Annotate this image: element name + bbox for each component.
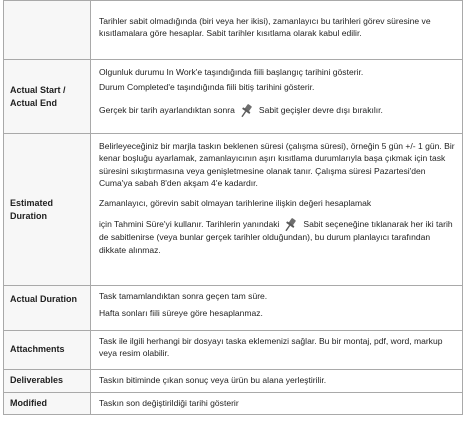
- pushpin-icon: [237, 103, 255, 117]
- row-label: Deliverables: [10, 375, 64, 385]
- row-label: [4, 1, 90, 21]
- row-label: Attachments: [10, 344, 65, 354]
- row-label: Modified: [10, 398, 47, 408]
- table-row: [4, 286, 463, 331]
- row-description-cell: [91, 393, 463, 415]
- row-label-cell: [4, 134, 91, 286]
- description-text: Taskın bitiminde çıkan sonuç veya ürün bu alana yerleştirilir.: [99, 375, 327, 385]
- table-row: [4, 331, 463, 370]
- description-text: Belirleyeceğiniz bir marjla taskın beklenen süresi (çalışma süresi), örneğin 5 gün +/- 1 gün. Bir kenar boşluğu ayarlamak, zamanlayıcının aşırı kısıtlama durumlarıyla başa çıkmak için task süresini sıkıştırmasına veya genişletmesine olanak tanır. Çalışma süresi Pazartesi'den Cuma'ya sabah 8'den akşam 4'e kadardır.: [99, 141, 455, 188]
- description-text: Task ile ilgili herhangi bir dosyayı taska eklemenizi sağlar. Bu bir montaj, pdf, word, markup veya resim olabilir.: [99, 336, 443, 359]
- row-description-cell: [91, 1, 463, 60]
- table-row: [4, 60, 463, 134]
- description-text: Hafta sonları fiili süreye göre hesaplanmaz.: [99, 308, 263, 319]
- row-label-cell: [4, 286, 91, 331]
- description-text-fragment: için Tahmini Süre'yi kullanır. Tarihlerin yanındaki: [99, 219, 280, 230]
- description-text: Durum Completed'e taşındığında fiili bitiş tarihini gösterir.: [99, 82, 315, 93]
- table-row: [4, 393, 463, 415]
- description-text: Olgunluk durumu In Work'e taşındığında fiili başlangıç tarihini gösterir.: [99, 67, 364, 77]
- row-label-cell: [4, 60, 91, 134]
- description-text-fragment: Sabit geçişler devre dışı bırakılır.: [258, 104, 383, 115]
- row-label: Estimated Duration: [10, 198, 54, 221]
- row-description-cell: [91, 331, 463, 370]
- description-text: [99, 103, 456, 117]
- row-label-cell: [4, 1, 91, 60]
- description-text-fragment: Gerçek bir tarih ayarlandıktan sonra: [99, 104, 235, 115]
- table-row: [4, 1, 463, 60]
- table-row: [4, 370, 463, 393]
- row-label-cell: [4, 393, 91, 415]
- row-label-cell: [4, 331, 91, 370]
- description-text: Tarihler sabit olmadığında (biri veya her ikisi), zamanlayıcı bu tarihleri görev süresine ve kısıtlamalara göre hesaplar. Sabit tarihler kısıtlama olarak kabul edilir.: [99, 16, 431, 39]
- pushpin-icon: [281, 217, 299, 231]
- row-description-cell: [91, 370, 463, 393]
- row-label: Actual Start / Actual End: [10, 85, 66, 108]
- table-row: [4, 134, 463, 286]
- row-description-cell: [91, 286, 463, 331]
- row-label-cell: [4, 370, 91, 393]
- description-text-fragment: Sabit seçeneğine tıklanarak her iki tarih de sabitlenirse (veya bunlar gerçek tarihler olduğundan), bu durum planlayıcı tarafından dikkate alınmaz.: [99, 219, 453, 255]
- description-text: [99, 217, 456, 256]
- description-text: Taskın son değiştirildiği tarihi gösterir: [99, 398, 239, 408]
- row-label: Actual Duration: [10, 294, 78, 304]
- row-description-cell: [91, 60, 463, 134]
- description-text: Zamanlayıcı, görevin sabit olmayan tarihlerine ilişkin değeri hesaplamak: [99, 198, 372, 209]
- properties-table: [3, 0, 463, 415]
- row-description-cell: [91, 134, 463, 286]
- description-text: Task tamamlandıktan sonra geçen tam süre.: [99, 291, 268, 301]
